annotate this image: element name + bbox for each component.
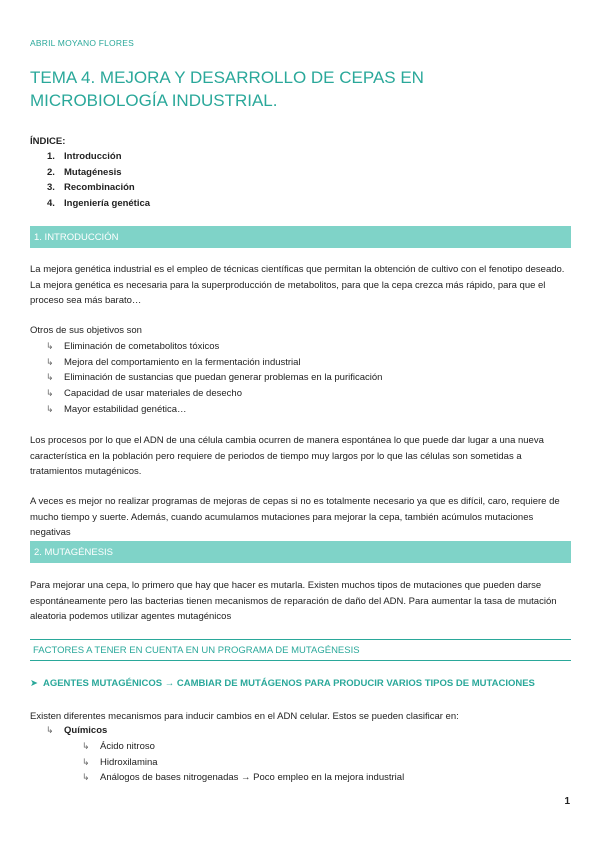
- list-item-text: Hidroxilamina: [100, 756, 158, 768]
- author-name: ABRIL MOYANO FLORES: [30, 38, 134, 48]
- arrow-icon: ↳: [46, 341, 54, 352]
- page-title: TEMA 4. MEJORA Y DESARROLLO DE CEPAS EN MICROBIOLOGÍA INDUSTRIAL.: [30, 68, 424, 110]
- agents-heading: [30, 678, 535, 689]
- list-item: [46, 370, 382, 386]
- list-item-text: Eliminación de sustancias que puedan generar problemas en la purificación: [64, 372, 383, 384]
- list-item-text: Químicos: [64, 725, 108, 737]
- list-item: [46, 723, 107, 739]
- index-item: [47, 151, 150, 167]
- list-item: [46, 386, 382, 402]
- page-number: 1: [564, 796, 570, 807]
- index-item: [47, 198, 150, 214]
- list-item: [82, 755, 404, 771]
- list-item: [46, 355, 382, 371]
- intro-paragraph-2: Los procesos por lo que el ADN de una célula cambia ocurren de manera espontánea lo que puede dar lugar a una nueva característica en la población pero requiere de periodos de tiempo muy largos por lo que las células son sometidas a tratamientos mutagénicos.: [30, 435, 544, 478]
- arrow-icon: ↳: [46, 372, 54, 383]
- index-item: [47, 182, 150, 198]
- arrow-icon: ↳: [82, 756, 90, 767]
- arrow-icon: ↳: [46, 356, 54, 367]
- arrow-icon: ↳: [46, 725, 54, 736]
- classification-list: [46, 723, 107, 739]
- arrow-icon: ↳: [46, 388, 54, 399]
- list-item-text: Mayor estabilidad genética…: [64, 403, 187, 415]
- list-item-text: Capacidad de usar materiales de desecho: [64, 388, 242, 400]
- index-item-label: Mutagénesis: [64, 166, 122, 178]
- list-item-text: Mejora del comportamiento en la fermentación industrial: [64, 356, 301, 368]
- index-list: [47, 151, 150, 213]
- index-item-number: 4.: [47, 197, 55, 209]
- intro-paragraph-1: La mejora genética industrial es el empleo de técnicas científicas que permitan la obtención de cultivo con el fenotipo deseado. La mejora genética es necesaria para la superproducción de metabolitos, para que la cepa crezca más rápido, para que el proceso sea más barato…: [30, 264, 565, 307]
- section-heading-introduccion: 1. INTRODUCCIÓN: [30, 226, 571, 248]
- arrow-icon: ↳: [82, 741, 90, 752]
- list-item-text: Eliminación de cometabolitos tóxicos: [64, 341, 220, 353]
- arrow-icon: ↳: [46, 403, 54, 414]
- intro-paragraph-3: A veces es mejor no realizar programas de mejoras de cepas si no es totalmente necesario ya que es difícil, caro, requiere de mucho tiempo y suerte. Además, cuando acumulamos mutaciones para mejorar la cepa, también acúmulos mutaciones negativas: [30, 496, 560, 539]
- list-item-text: Análogos de bases nitrogenadas → Poco empleo en la mejora industrial: [100, 772, 405, 784]
- list-item: [82, 739, 404, 755]
- chemicals-list: [82, 739, 404, 786]
- index-item-label: Introducción: [64, 151, 122, 162]
- index-item-number: 3.: [47, 182, 55, 193]
- index-item-number: 2.: [47, 166, 55, 178]
- objectives-intro: Otros de sus objetivos son: [30, 325, 142, 336]
- list-item: [82, 770, 404, 786]
- index-heading: ÍNDICE:: [30, 136, 66, 147]
- subsection-heading-factores: FACTORES A TENER EN CUENTA EN UN PROGRAMA DE MUTAGÉNESIS: [30, 639, 571, 661]
- index-item-label: Ingeniería genética: [64, 197, 151, 209]
- arrow-icon: ↳: [82, 772, 90, 783]
- objectives-list: [46, 339, 382, 417]
- list-item: [46, 401, 382, 417]
- agents-heading-text: AGENTES MUTAGÉNICOS → CAMBIAR DE MUTÁGENOS PARA PRODUCIR VARIOS TIPOS DE MUTACIONES: [42, 678, 535, 689]
- arrowhead-icon: ➤: [30, 678, 38, 689]
- index-item-label: Recombinación: [64, 182, 135, 193]
- index-item: [47, 167, 150, 183]
- list-item: [46, 339, 382, 355]
- mutagenesis-paragraph-2: Existen diferentes mecanismos para inducir cambios en el ADN celular. Estos se pueden clasificar en:: [30, 711, 459, 722]
- section-heading-mutagenesis: 2. MUTAGÉNESIS: [30, 541, 571, 563]
- index-item-number: 1.: [47, 151, 55, 162]
- list-item-text: Ácido nitroso: [100, 741, 155, 753]
- mutagenesis-paragraph-1: Para mejorar una cepa, lo primero que hay que hacer es mutarla. Existen muchos tipos de mutaciones que pueden darse espontáneamente pero las bacterias tienen mecanismos de reparación de daño del ADN. Para aumentar la tasa de mutación aleatoria podemos utilizar agentes mutagénicos: [30, 580, 557, 623]
